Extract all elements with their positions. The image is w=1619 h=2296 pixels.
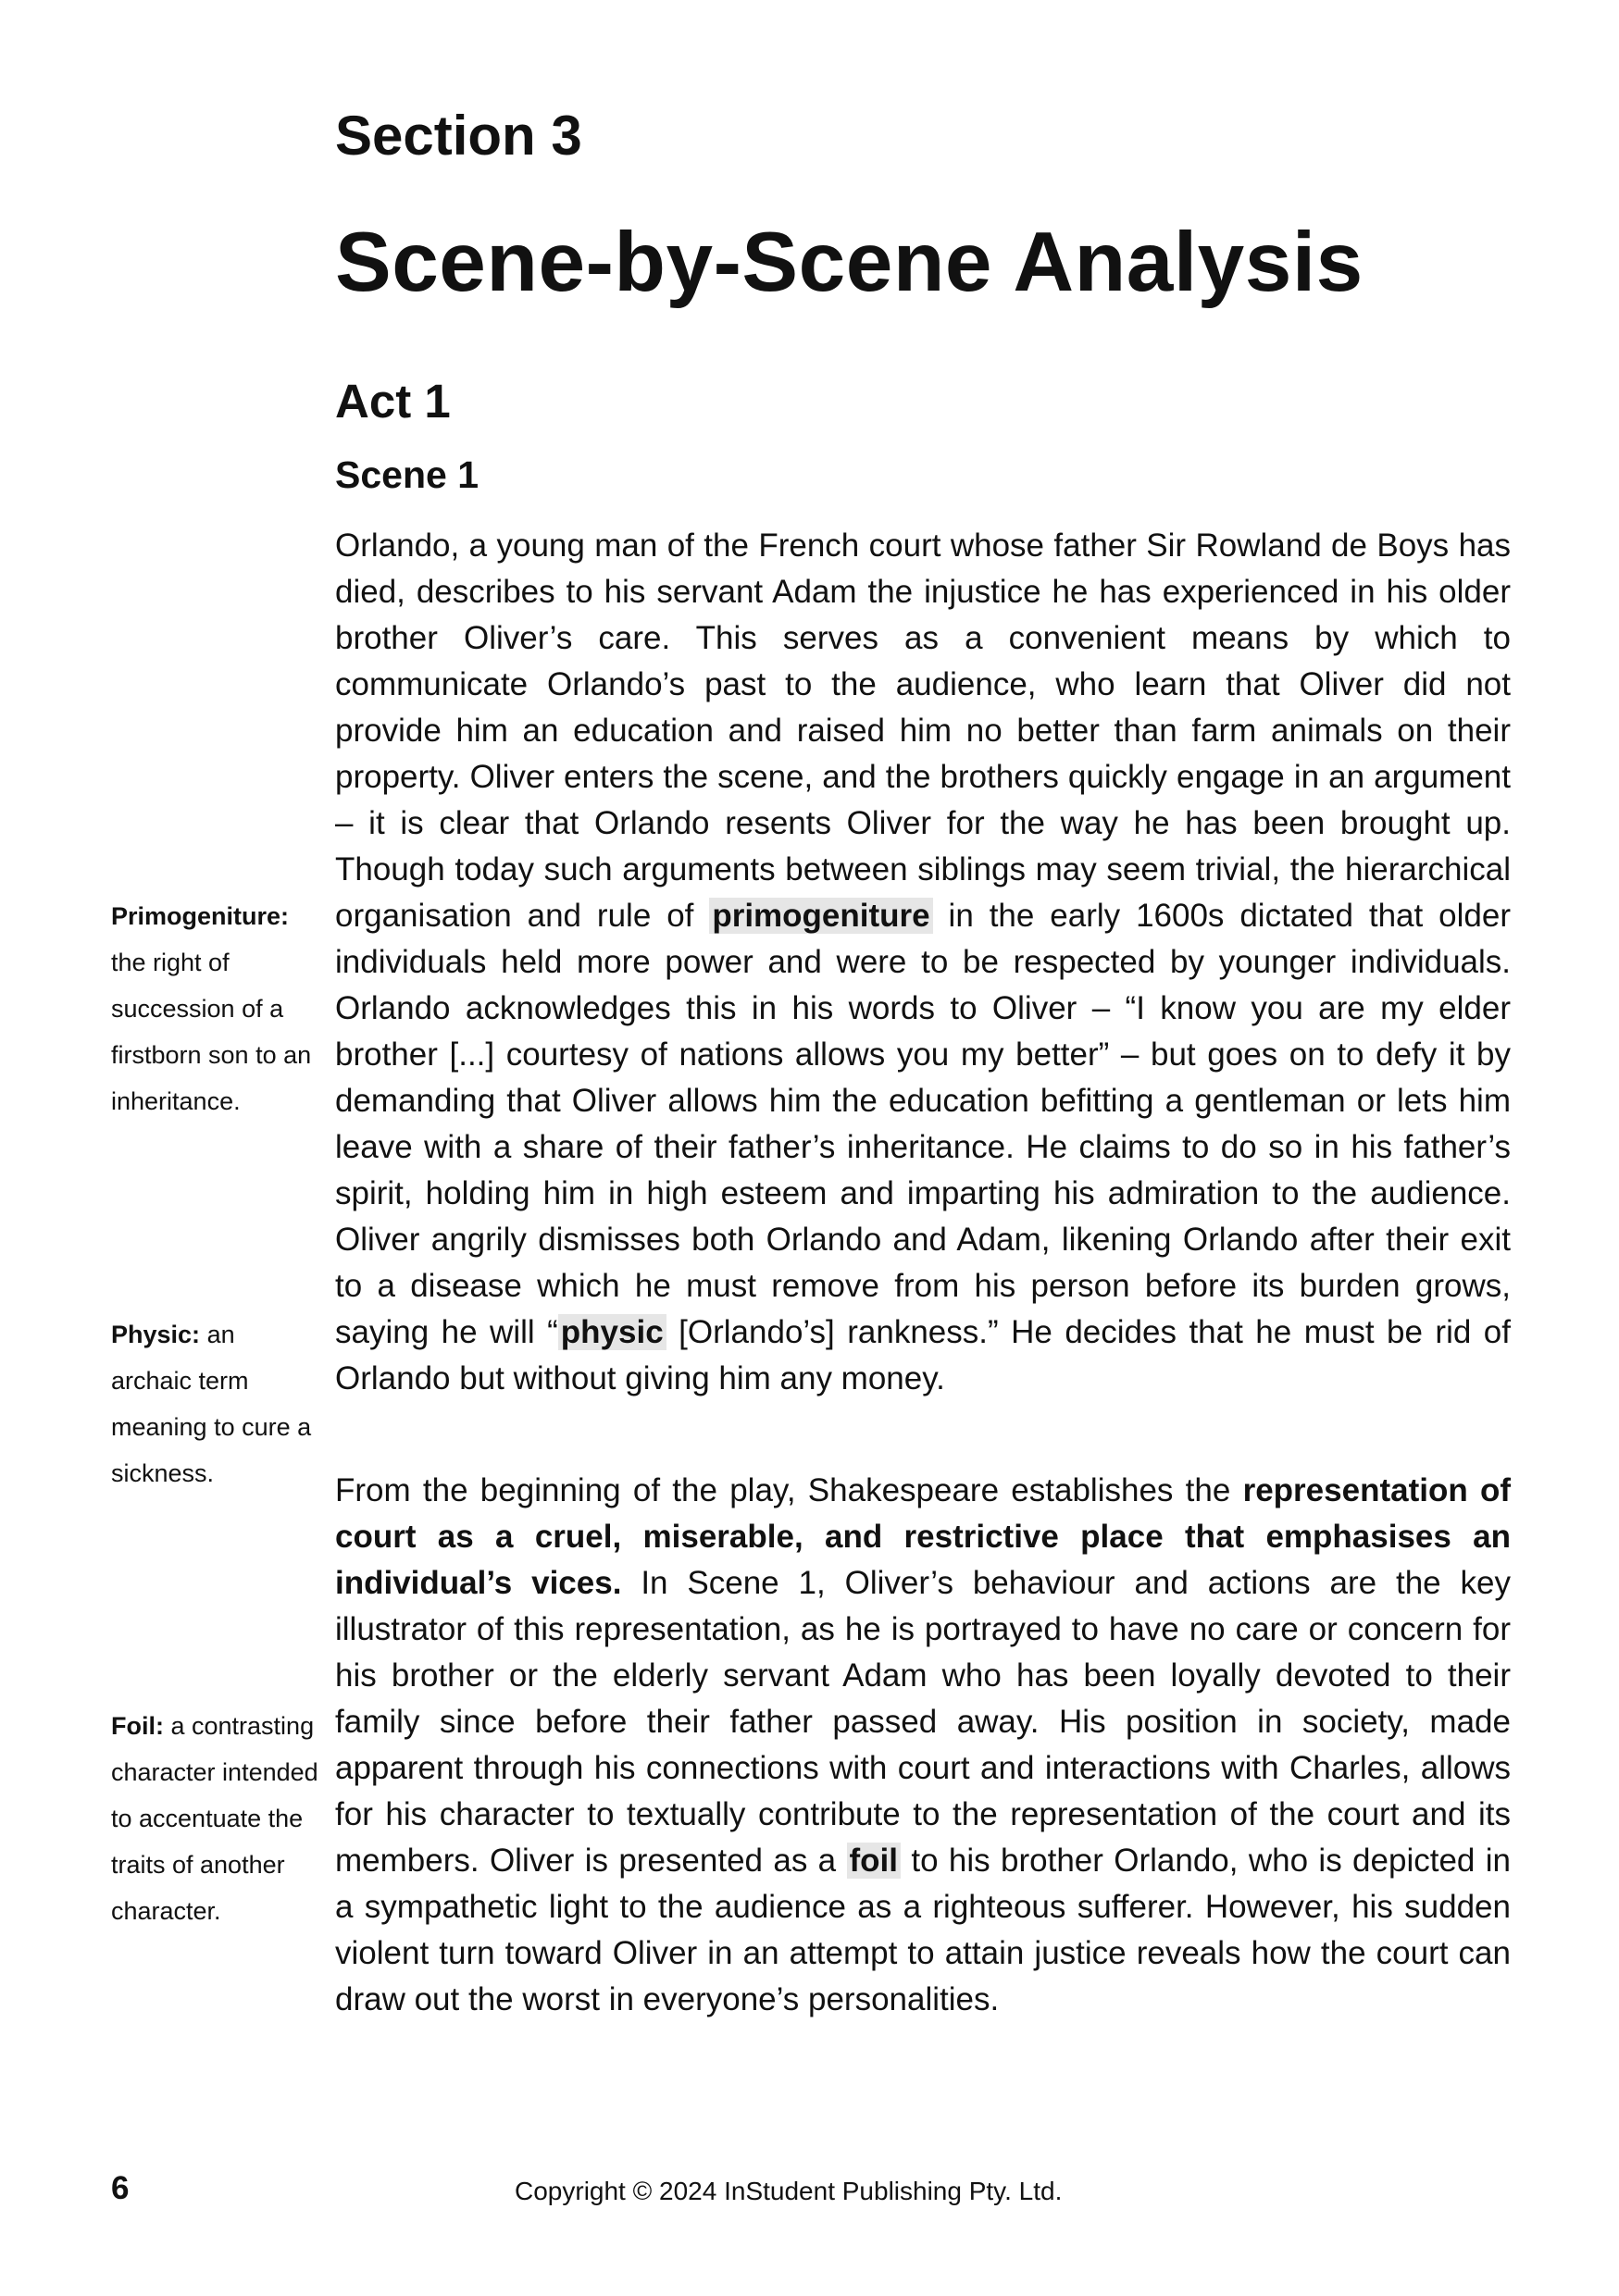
glossary-term: Primogeniture:: [111, 902, 290, 930]
page-number: 6: [111, 2170, 130, 2206]
paragraph-text: From the beginning of the play, Shakespeare establishes the: [335, 1472, 1231, 1508]
paragraph-text: to his brother Orlando, who is depicted in a sympathetic light to the audience as a righteous sufferer. However, his sudden violent turn toward Oliver in an attempt to attain justice reveals how the court can draw out the worst in everyone’s personalities.: [335, 1843, 1511, 2017]
emphasis-text: representation of court as a cruel, miserable, and restrictive place that emphasises an individual’s vices.: [335, 1472, 1511, 1601]
act-heading: Act 1: [335, 375, 451, 428]
glossary-definition: an archaic term meaning to cure a sickness.: [111, 1321, 312, 1487]
glossary-note-primogeniture: [111, 893, 319, 1124]
paragraph-text: in the early 1600s dictated that older individuals held more power and were to be respected by younger individuals. Orlando acknowledges this in his words to Oliver – “I know you are my elder brother [...] courtesy of nations allows you my better” – but goes on to defy it by demanding that Oliver allows him the education befitting a gentleman or lets him leave with a share of their father’s inheritance. He claims to do so in his father’s spirit, holding him in high esteem and imparting his admiration to the audience. Oliver angrily dismisses both Orlando and Adam, likening Orlando after their exit to a disease which he must remove from his person before its burden grows, saying he will “: [335, 898, 1511, 1350]
glossary-highlight-physic: physic: [558, 1314, 666, 1350]
paragraph-text: [Orlando’s] rankness.” He decides that he must be rid of Orlando but without giving him any money.: [335, 1314, 1511, 1396]
body-paragraph: [335, 1468, 1511, 2023]
glossary-note-foil: [111, 1703, 319, 1934]
scene-heading: Scene 1: [335, 453, 479, 496]
glossary-highlight-primogeniture: primogeniture: [709, 898, 932, 934]
body-paragraph: [335, 523, 1511, 1402]
copyright-notice: Copyright © 2024 InStudent Publishing Pty. Ltd.: [515, 2177, 1063, 2205]
glossary-definition: a contrasting character intended to accentuate the traits of another character.: [111, 1712, 318, 1925]
section-label: Section 3: [335, 105, 582, 167]
paragraph-text: Orlando, a young man of the French court whose father Sir Rowland de Boys has died, describes to his servant Adam the injustice he has experienced in his older brother Oliver’s care. This serves as a convenient means by which to communicate Orlando’s past to the audience, who learn that Oliver did not provide him an education and raised him no better than farm animals on their property. Oliver enters the scene, and the brothers quickly engage in an argument – it is clear that Orlando resents Oliver for the way he has been brought up. Though today such arguments between siblings may seem trivial, the hierarchical organisation and rule of: [335, 527, 1511, 934]
glossary-term: Physic:: [111, 1321, 201, 1348]
glossary-term: Foil:: [111, 1712, 164, 1740]
paragraph-text: In Scene 1, Oliver’s behaviour and actions are the key illustrator of this representation, as he is portrayed to have no care or concern for his brother or the elderly servant Adam who has been loyally devoted to their family since before their father passed away. His position in society, made apparent through his connections with court and interactions with Charles, allows for his character to textually contribute to the representation of the court and its members. Oliver is presented as a: [335, 1565, 1511, 1879]
glossary-definition: the right of succession of a firstborn son to an inheritance.: [111, 949, 312, 1115]
glossary-note-physic: [111, 1311, 319, 1496]
glossary-highlight-foil: foil: [847, 1843, 901, 1879]
page-title: Scene-by-Scene Analysis: [335, 216, 1364, 309]
